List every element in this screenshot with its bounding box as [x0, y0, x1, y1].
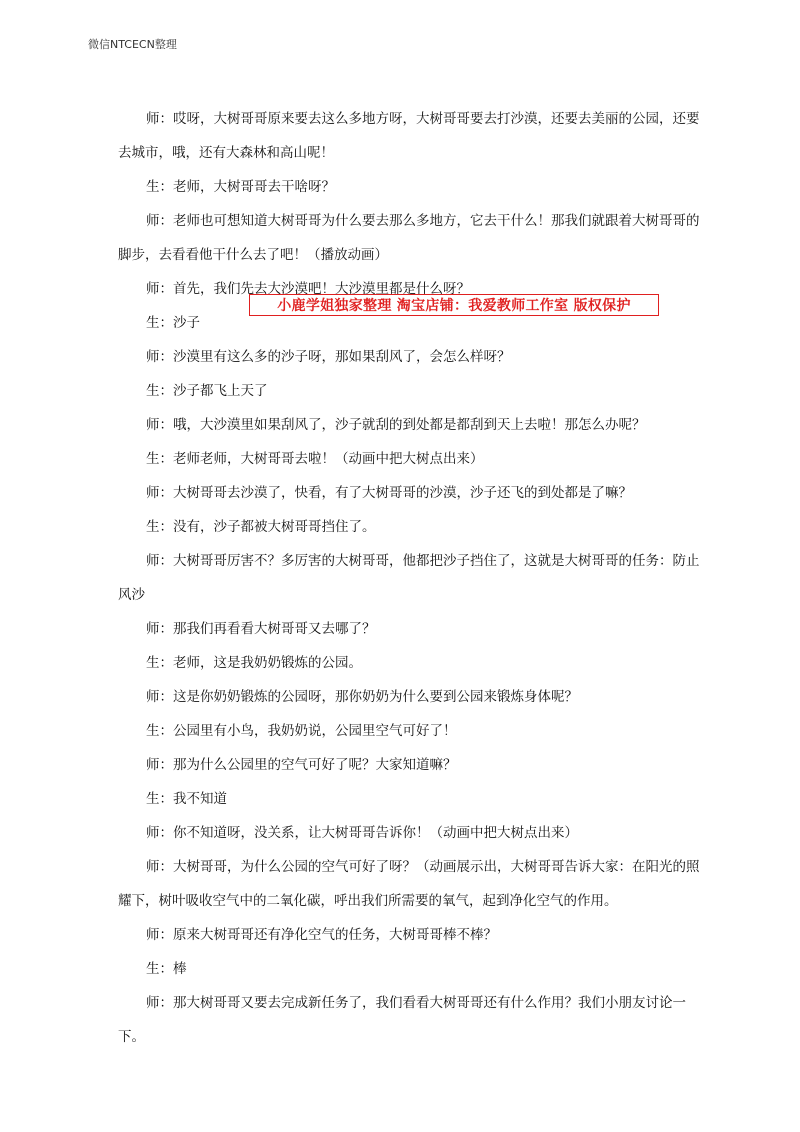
paragraph: 生：老师，大树哥哥去干啥呀？ — [146, 179, 335, 195]
document-body — [118, 102, 710, 1054]
paragraph: 师：大树哥哥厉害不？多厉害的大树哥哥，他都把沙子挡住了，这就是大树哥哥的任务：防止风沙 — [118, 553, 700, 603]
paragraph: 师：大树哥哥，为什么公园的空气可好了呀？（动画展示出，大树哥哥告诉大家：在阳光的照耀下，树叶吸收空气中的二氧化碳，呼出我们所需要的氧气，起到净化空气的作用。 — [118, 859, 700, 909]
paragraph: 师：哦，大沙漠里如果刮风了，沙子就刮的到处都是都刮到天上去啦！那怎么办呢？ — [146, 417, 646, 433]
paragraph: 生：我不知道 — [146, 791, 227, 807]
paragraph: 师：首先，我们先去大沙漠吧！大沙漠里都是什么呀？ — [146, 281, 470, 297]
paragraph: 生：棒 — [146, 961, 187, 977]
paragraph: 师：大树哥哥去沙漠了，快看，有了大树哥哥的沙漠，沙子还飞的到处都是了嘛？ — [146, 485, 632, 501]
paragraph: 生：老师老师，大树哥哥去啦！（动画中把大树点出来） — [146, 451, 484, 467]
paragraph: 生：老师，这是我奶奶锻炼的公园。 — [146, 655, 362, 671]
paragraph: 师：原来大树哥哥还有净化空气的任务，大树哥哥棒不棒？ — [146, 927, 497, 943]
page-header: 微信NTCECN整理 — [88, 38, 177, 51]
paragraph: 师：沙漠里有这么多的沙子呀，那如果刮风了，会怎么样呀？ — [146, 349, 511, 365]
paragraph: 师：哎呀，大树哥哥原来要去这么多地方呀，大树哥哥要去打沙漠，还要去美丽的公园，还要去城市，哦，还有大森林和高山呢！ — [118, 111, 700, 161]
paragraph: 生：沙子都飞上天了 — [146, 383, 268, 399]
paragraph: 师：那大树哥哥又要去完成新任务了，我们看看大树哥哥还有什么作用？我们小朋友讨论一下。 — [118, 995, 686, 1045]
paragraph: 师：你不知道呀，没关系，让大树哥哥告诉你！（动画中把大树点出来） — [146, 825, 578, 841]
paragraph: 生：没有，沙子都被大树哥哥挡住了。 — [146, 519, 376, 535]
paragraph: 师：这是你奶奶锻炼的公园呀，那你奶奶为什么要到公园来锻炼身体呢？ — [146, 689, 578, 705]
paragraph: 师：老师也可想知道大树哥哥为什么要去那么多地方，它去干什么！那我们就跟着大树哥哥的脚步，去看看他干什么去了吧！（播放动画） — [118, 213, 700, 263]
copyright-stamp: 小鹿学姐独家整理 淘宝店铺：我爱教师工作室 版权保护 — [249, 294, 659, 316]
paragraph: 师：那为什么公园里的空气可好了呢？大家知道嘛？ — [146, 757, 457, 773]
paragraph: 生：沙子 — [146, 315, 200, 331]
paragraph: 生：公园里有小鸟，我奶奶说，公园里空气可好了！ — [146, 723, 457, 739]
paragraph: 师：那我们再看看大树哥哥又去哪了？ — [146, 621, 376, 637]
